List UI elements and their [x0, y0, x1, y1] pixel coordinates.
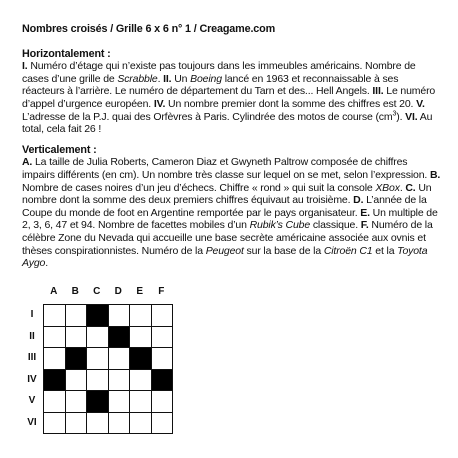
row-label: V — [28, 395, 36, 406]
grid-cell-empty[interactable] — [66, 305, 88, 327]
vertical-heading: Verticalement : — [22, 143, 97, 156]
grid-cell-empty[interactable] — [87, 370, 109, 392]
vertical-clue-text: et la — [372, 244, 398, 257]
horizontal-clue-number: I. — [22, 60, 28, 73]
horizontal-clue-number: VI. — [405, 110, 418, 123]
grid-cell-black — [109, 327, 131, 349]
vertical-clue-number: E. — [360, 206, 370, 219]
horizontal-clue-text: ). — [396, 110, 406, 123]
horizontal-clue-text: Le numéro d’appel d’urgence européen. — [22, 85, 436, 110]
grid-cell-empty[interactable] — [44, 391, 66, 413]
vertical-clue-text: . — [45, 257, 49, 270]
grid-cell-empty[interactable] — [152, 327, 174, 349]
grid-cell-empty[interactable] — [130, 370, 152, 392]
grid-cell-empty[interactable] — [44, 348, 66, 370]
horizontal-clue-text: 3 — [392, 110, 397, 118]
column-label: D — [114, 286, 122, 297]
grid-cell-empty[interactable] — [130, 413, 152, 435]
grid-cell-empty[interactable] — [152, 348, 174, 370]
horizontal-clue-number: II. — [163, 72, 172, 85]
grid-cell-empty[interactable] — [109, 370, 131, 392]
row-label: II — [29, 330, 35, 342]
vertical-clue-number: B. — [429, 168, 441, 181]
vertical-clue-text: La taille de Julia Roberts, Cameron Diaz et Gwyneth Paltrow composée de chiffres impairs différents (en cm). Un nombre très classe sur lequel on se met, selon l’expression. — [22, 156, 430, 181]
horizontal-clue-text: . — [157, 72, 164, 85]
grid-cell-empty[interactable] — [87, 413, 109, 435]
grid-cell-empty[interactable] — [130, 391, 152, 413]
grid-cell-empty[interactable] — [109, 413, 131, 435]
row-label: IV — [27, 373, 37, 385]
vertical-clue-text: . — [399, 181, 406, 194]
row-label: I — [30, 309, 34, 320]
vertical-clue-text: Peugeot — [205, 244, 244, 257]
crossword-document — [22, 23, 442, 278]
grid-cell-empty[interactable] — [44, 305, 66, 327]
horizontal-clue-text: Au total, cela fait 26 ! — [22, 110, 433, 136]
grid-cell-empty[interactable] — [152, 305, 174, 327]
grid-cell-empty[interactable] — [66, 391, 88, 413]
row-label: VI — [27, 416, 37, 428]
horizontal-clue-text: Un nombre premier dont la somme des chiffres est 20. — [165, 97, 417, 110]
horizontal-clue-number: V. — [416, 97, 425, 110]
grid-cell-empty[interactable] — [130, 305, 152, 327]
vertical-clue-number: C. — [405, 181, 416, 194]
grid-cell-empty[interactable] — [87, 348, 109, 370]
grid-cell-empty[interactable] — [44, 327, 66, 349]
grid-cell-black — [87, 305, 109, 327]
grid-cell-empty[interactable] — [66, 327, 88, 349]
vertical-clue-text: Un multiple de 2, 3, 6, 47 et 94. Nombre de facettes mobiles d’un — [22, 206, 438, 232]
column-label: B — [71, 286, 79, 297]
grid-cell-empty[interactable] — [152, 391, 174, 413]
column-label: A — [50, 286, 58, 297]
column-labels — [43, 286, 172, 298]
horizontal-clue-text: Boeing — [190, 72, 222, 85]
column-label: C — [93, 286, 101, 297]
grid-cell-black — [44, 370, 66, 392]
vertical-clues — [22, 156, 442, 269]
vertical-clue-text: Numéro de la célèbre Zone du Nevada qui accueille une base secrète américaine associée aux ovnis et thèses conspirationnistes. Numéro de la — [22, 219, 433, 257]
grid-board — [43, 304, 173, 434]
horizontal-clue-number: IV. — [153, 97, 166, 110]
grid-cell-empty[interactable] — [66, 370, 88, 392]
grid-cell-empty[interactable] — [44, 413, 66, 435]
grid-cell-empty[interactable] — [109, 348, 131, 370]
vertical-clue-text: Toyota Aygo — [22, 244, 428, 270]
row-labels — [22, 304, 42, 433]
grid-cell-empty[interactable] — [152, 413, 174, 435]
horizontal-clue-text: Scrabble — [117, 72, 158, 85]
page-title: Nombres croisés / Grille 6 x 6 n° 1 / Creagame.com — [22, 23, 276, 35]
horizontal-clues — [22, 60, 442, 136]
horizontal-clue-number: III. — [372, 85, 384, 98]
grid-cell-black — [87, 391, 109, 413]
grid-cell-empty[interactable] — [87, 327, 109, 349]
horizontal-clue-text: Un — [171, 72, 191, 85]
vertical-clue-text: Un nombre dont la somme des deux premiers chiffres équivaut au troisième. — [22, 181, 432, 207]
column-label: E — [136, 286, 144, 297]
vertical-clue-text: XBox — [375, 181, 400, 194]
vertical-clue-text: Citroën C1 — [323, 244, 373, 257]
grid-cell-black — [152, 370, 174, 392]
horizontal-clue-text: L’adresse de la P.J. quai des Orfèvres à Paris. Cylindrée des motos de course (cm — [22, 110, 393, 123]
grid-cell-black — [130, 348, 152, 370]
grid-cell-empty[interactable] — [130, 327, 152, 349]
horizontal-clue-text: lancé en 1963 et reconnaissable à ses réacteurs à l’arrière. Le numéro de département du Tarn et des... Hell Angels. — [22, 72, 399, 98]
vertical-clue-text: classique. — [310, 219, 361, 232]
vertical-clue-number: A. — [22, 156, 33, 169]
horizontal-heading: Horizontalement : — [22, 47, 111, 60]
vertical-clue-number: F. — [360, 219, 369, 232]
grid-cell-empty[interactable] — [109, 391, 131, 413]
vertical-clue-number: D. — [353, 194, 364, 207]
vertical-clue-text: sur la base de la — [243, 244, 324, 257]
column-label: F — [158, 286, 165, 297]
grid-cell-black — [66, 348, 88, 370]
vertical-clue-text: Rubik’s Cube — [249, 219, 311, 232]
horizontal-clue-text: Numéro d’étage qui n’existe pas toujours dans les immeubles américains. Nombre de cases d’une grille de — [22, 60, 416, 85]
grid-cell-empty[interactable] — [66, 413, 88, 435]
row-label: III — [27, 352, 37, 363]
vertical-clue-text: L’année de la Coupe du monde de foot en Argentine remportée par le pays organisateur. — [22, 194, 427, 219]
grid-cell-empty[interactable] — [109, 305, 131, 327]
vertical-clue-text: Nombre de cases noires d’un jeu d’échecs. Chiffre « rond » qui suit la console — [22, 181, 376, 194]
